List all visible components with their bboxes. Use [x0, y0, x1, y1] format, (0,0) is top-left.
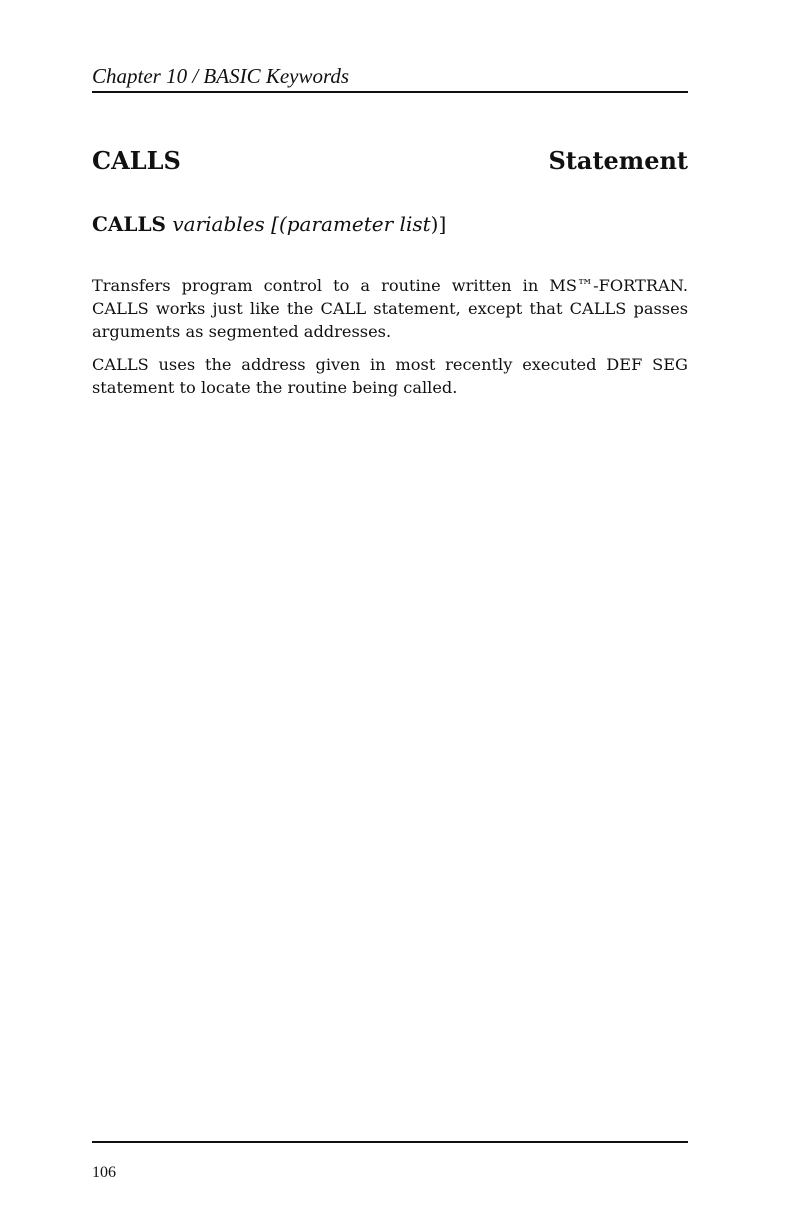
body-text: [92, 274, 688, 409]
page-number: 106: [92, 1164, 116, 1181]
keyword-type: Statement: [548, 146, 688, 175]
entry-heading: [92, 146, 688, 176]
footer-rule: [92, 1141, 688, 1143]
syntax-args-close: )]: [430, 212, 447, 236]
syntax-keyword: CALLS: [92, 212, 167, 236]
paragraph-description: Transfers program control to a routine written in MS™-FORTRAN. CALLS works just like the CALL statement, except that CALLS passes arguments as segmented addresses.: [92, 276, 688, 341]
running-head: Chapter 10 / BASIC Keywords: [92, 64, 688, 93]
syntax-args-open: variables [(: [172, 212, 287, 236]
keyword-title: CALLS: [92, 146, 181, 175]
paragraph-def-seg: CALLS uses the address given in most recently executed DEF SEG statement to locate the routine being called.: [92, 355, 688, 397]
syntax-line: [92, 211, 446, 237]
syntax-parameter-list: parameter list: [286, 212, 431, 236]
